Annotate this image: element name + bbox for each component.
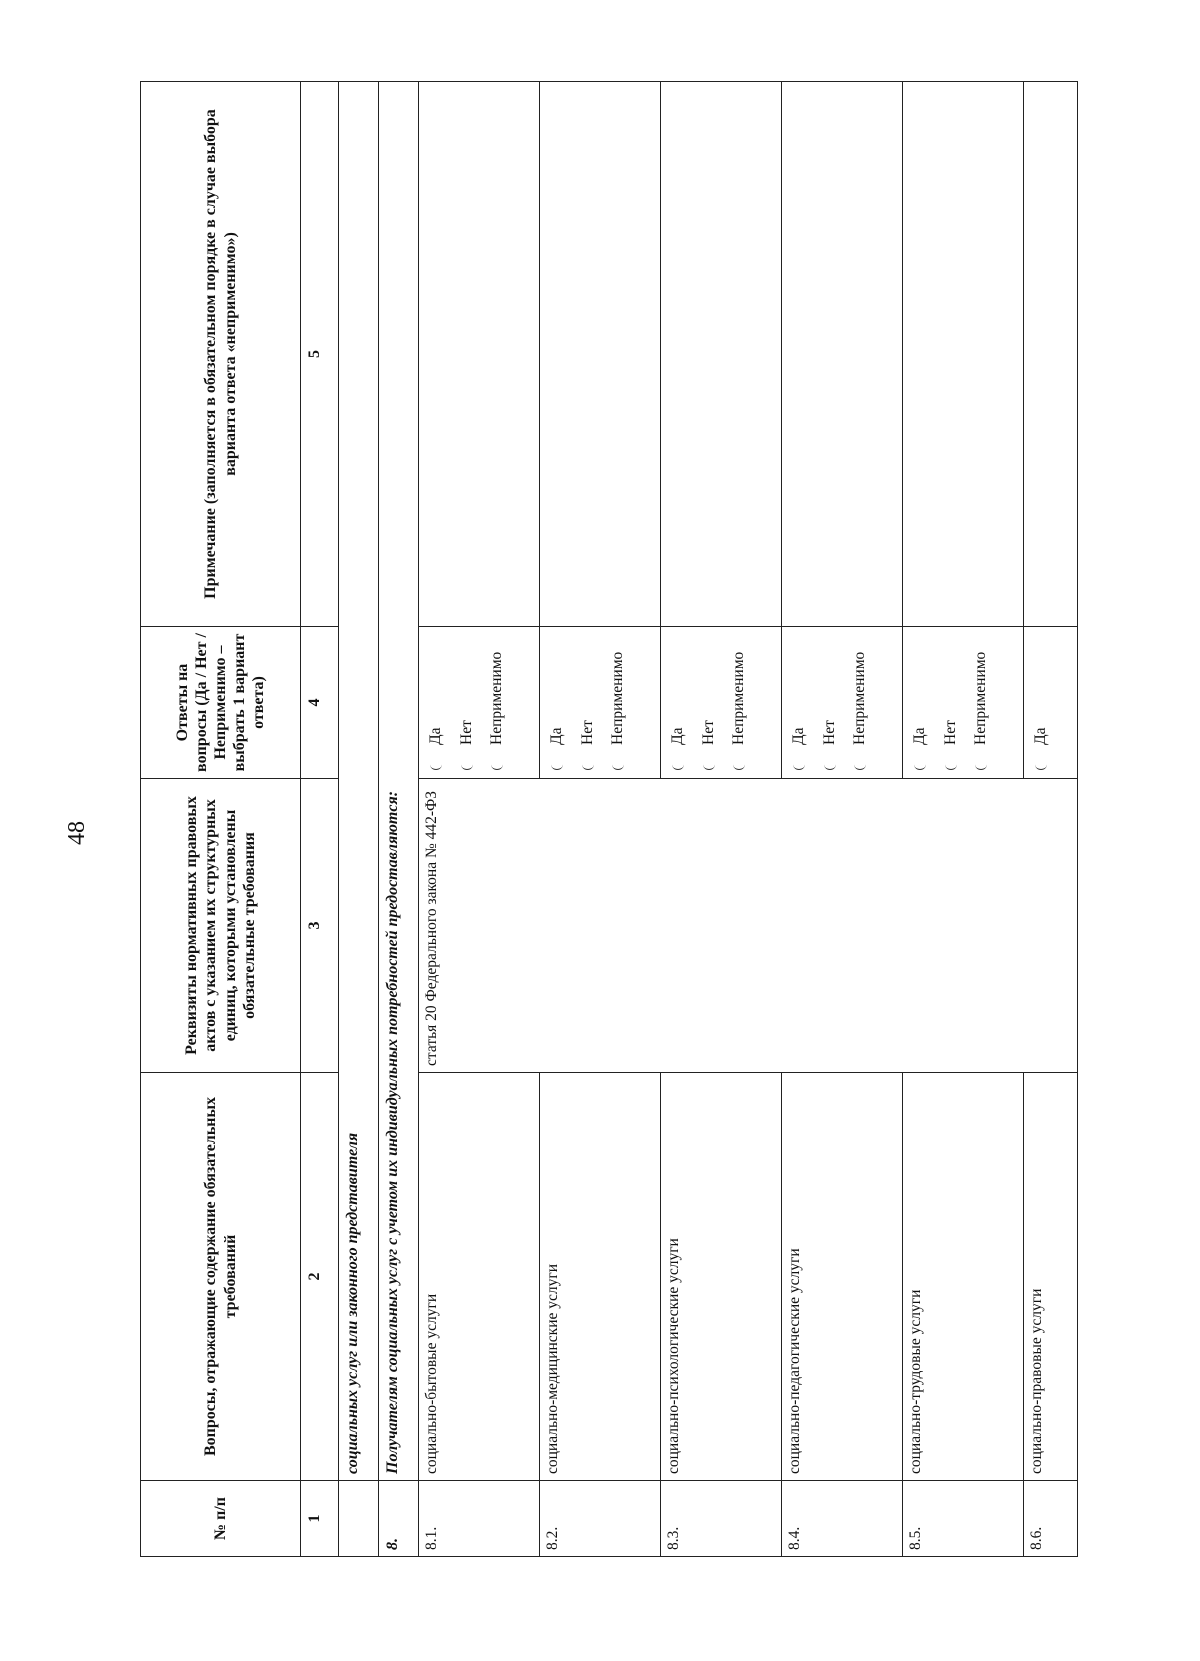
table-row: [419, 82, 540, 1557]
header-questions: Вопросы, отражающие содержание обязательных требований: [141, 1073, 301, 1481]
option-label: Нет: [941, 720, 959, 745]
column-number: 1: [301, 1481, 339, 1557]
column-number: 5: [301, 82, 339, 627]
answer-option-no[interactable]: [579, 633, 598, 770]
answer-option-yes[interactable]: [669, 633, 688, 770]
radio-button-icon[interactable]: [612, 759, 624, 770]
header-legal-acts: Реквизиты нормативных правовых актов с указанием их структурных единиц, которыми установлены обязательные требования: [141, 779, 301, 1073]
option-label: Нет: [578, 720, 596, 745]
radio-button-icon[interactable]: [854, 759, 866, 770]
answer-option-no[interactable]: [942, 633, 961, 770]
row-number: 8.5.: [903, 1481, 1024, 1557]
answer-option-yes[interactable]: [548, 633, 567, 770]
header-answers: Ответы на вопросы (Да / Нет / Неприменимо – выбрать 1 вариант ответа): [141, 627, 301, 779]
note-cell[interactable]: [782, 82, 903, 627]
option-label: Да: [427, 727, 444, 745]
continuation-row: [339, 82, 379, 1557]
row-question: социально-правовые услуги: [1024, 1073, 1078, 1481]
option-label: Неприменимо: [972, 651, 990, 745]
row-question: социально-психологические услуги: [661, 1073, 782, 1481]
answer-option-yes[interactable]: [1032, 633, 1051, 770]
option-label: Нет: [457, 720, 475, 745]
radio-button-icon[interactable]: [975, 759, 987, 770]
page-number: 48: [64, 821, 90, 845]
option-label: Да: [669, 727, 686, 745]
radio-button-icon[interactable]: [824, 759, 836, 770]
answer-option-na[interactable]: [730, 633, 749, 770]
section-title: Получателям социальных услуг с учетом их индивидуальных потребностей предоставляются:: [379, 82, 419, 1481]
answer-option-na[interactable]: [609, 633, 628, 770]
row-number: 8.6.: [1024, 1481, 1078, 1557]
option-label: Неприменимо: [851, 651, 869, 745]
radio-button-icon[interactable]: [793, 759, 805, 770]
row-question: социально-трудовые услуги: [903, 1073, 1024, 1481]
radio-button-icon[interactable]: [914, 759, 926, 770]
column-number: 4: [301, 627, 339, 779]
option-label: Неприменимо: [609, 651, 627, 745]
row-question: социально-бытовые услуги: [419, 1073, 540, 1481]
option-label: Да: [548, 727, 565, 745]
header-row: [141, 82, 301, 1557]
rotated-table-wrapper: [140, 82, 1080, 1557]
row-question: социально-педагогические услуги: [782, 1073, 903, 1481]
law-reference: статья 20 Федерального закона № 442-ФЗ: [419, 779, 1078, 1073]
radio-button-icon[interactable]: [491, 759, 503, 770]
column-number: 3: [301, 779, 339, 1073]
answer-options: [1024, 627, 1078, 779]
note-cell[interactable]: [540, 82, 661, 627]
answer-options: [661, 627, 782, 779]
answer-options: [419, 627, 540, 779]
radio-button-icon[interactable]: [551, 759, 563, 770]
answer-option-yes[interactable]: [911, 633, 930, 770]
answer-options: [782, 627, 903, 779]
row-number: 8.2.: [540, 1481, 661, 1557]
continuation-number-cell: [339, 1481, 379, 1557]
answer-options: [903, 627, 1024, 779]
row-question: социально-медицинские услуги: [540, 1073, 661, 1481]
option-label: Нет: [820, 720, 838, 745]
column-number: 2: [301, 1073, 339, 1481]
answer-option-yes[interactable]: [790, 633, 809, 770]
option-label: Нет: [699, 720, 717, 745]
column-number-row: [301, 82, 339, 1557]
radio-button-icon[interactable]: [1035, 759, 1047, 770]
answer-option-yes[interactable]: [427, 633, 446, 770]
radio-button-icon[interactable]: [582, 759, 594, 770]
header-number: № п/п: [141, 1481, 301, 1557]
radio-button-icon[interactable]: [461, 759, 473, 770]
radio-button-icon[interactable]: [672, 759, 684, 770]
row-number: 8.4.: [782, 1481, 903, 1557]
radio-button-icon[interactable]: [733, 759, 745, 770]
note-cell[interactable]: [419, 82, 540, 627]
row-number: 8.1.: [419, 1481, 540, 1557]
answer-option-no[interactable]: [458, 633, 477, 770]
note-cell[interactable]: [903, 82, 1024, 627]
note-cell[interactable]: [661, 82, 782, 627]
answer-option-no[interactable]: [821, 633, 840, 770]
option-label: Да: [911, 727, 928, 745]
option-label: Да: [1032, 727, 1049, 745]
section-row: [379, 82, 419, 1557]
section-number: 8.: [379, 1481, 419, 1557]
option-label: Неприменимо: [730, 651, 748, 745]
note-cell[interactable]: [1024, 82, 1078, 627]
option-label: Неприменимо: [488, 651, 506, 745]
header-notes: Примечание (заполняется в обязательном порядке в случае выбора варианта ответа «неприменимо»): [141, 82, 301, 627]
answer-option-na[interactable]: [972, 633, 991, 770]
radio-button-icon[interactable]: [430, 759, 442, 770]
continuation-text: социальных услуг или законного представителя: [339, 82, 379, 1481]
option-label: Да: [790, 727, 807, 745]
answer-options: [540, 627, 661, 779]
radio-button-icon[interactable]: [945, 759, 957, 770]
requirements-table: [140, 81, 1078, 1557]
radio-button-icon[interactable]: [703, 759, 715, 770]
answer-option-na[interactable]: [488, 633, 507, 770]
row-number: 8.3.: [661, 1481, 782, 1557]
answer-option-na[interactable]: [851, 633, 870, 770]
answer-option-no[interactable]: [700, 633, 719, 770]
